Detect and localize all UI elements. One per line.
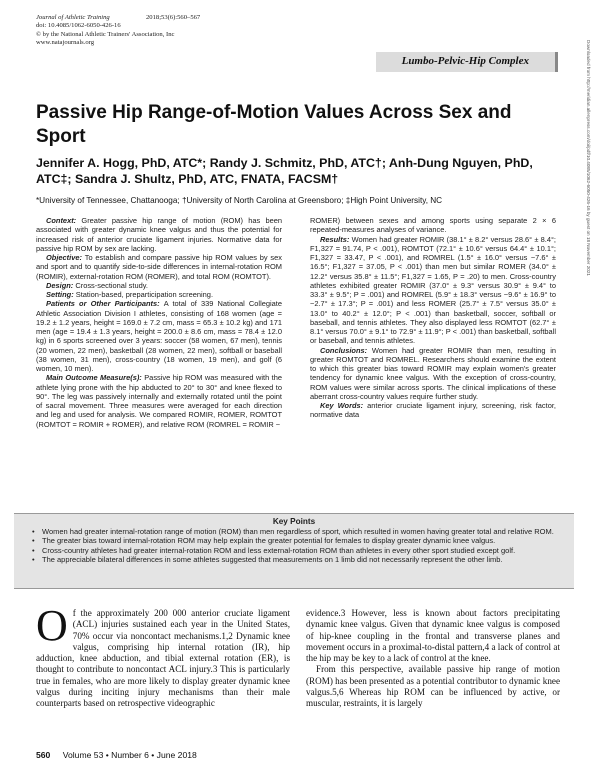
doi[interactable]: doi: 10.4085/1062-6050-426-16 (36, 22, 121, 30)
abstract-text: Station-based, preparticipation screening. (75, 290, 214, 299)
author-list: Jennifer A. Hogg, PhD, ATC*; Randy J. Schmitz, PhD, ATC†; Anh-Dung Nguyen, PhD, ATC‡; Sandra J. Shultz, PhD, ATC, FNATA, FACSM† (36, 156, 533, 186)
abstract-text: ROMER) between sexes and among sports using separate 2 × 6 repeated-measures analyses of variance. (310, 216, 556, 235)
abstract-paragraph (36, 290, 282, 299)
body-paragraph: f the approximately 200 000 anterior cruciate ligament (ACL) injuries sustained each year in the United States, 70% occur via noncontact mechanisms.1,2 Dynamic knee valgus, comprising hip internal rotation (IR), hip adduction, knee abduction, and tibial external rotation (ER), is thought to contribute to noncontact ACL injury.3 This is particularly true in females, who are more likely to display greater dynamic knee valgus during inciting injury mechanisms than their male counterparts based on retrospective videographic (36, 608, 290, 709)
abstract-right-column (310, 216, 556, 420)
section-banner (376, 52, 558, 72)
copyright: © by the National Athletic Trainers' Association, Inc (36, 30, 175, 38)
article-title: Passive Hip Range-of-Motion Values Across Sex and Sport (36, 102, 512, 147)
key-points-list (14, 527, 574, 565)
abstract-text: Cross-sectional study. (75, 280, 148, 290)
issue-info: Volume 53 • Number 6 • June 2018 (62, 750, 197, 760)
abstract-text: anterior cruciate ligament injury, screening, risk factor, normative data (310, 401, 556, 420)
journal-pages: 2018;53(6):560–567 (146, 14, 201, 21)
key-points-heading: Key Points (272, 517, 316, 526)
abstract-paragraph (310, 346, 556, 402)
abstract-text: To establish and compare passive hip ROM values by sex and sport and to quantify side-to-side differences in internal-rotation ROM (ROMIR), external-rotation ROM (ROMER), and total ROM (ROMTOT). (36, 253, 282, 281)
abstract-paragraph (310, 216, 556, 235)
abstract-text: Passive hip ROM was measured with the athlete lying prone with the hip abducted to 20° to 30° and knee flexed to 90°. The leg was passively internally and externally rotated until the point of sacral movement. Three measures were averaged for each direction and leg and used for analysis. We compared ROMIR, ROMER, ROMTOT (ROMTOT = ROMIR + ROMER), and relative ROM (ROMREL = ROMIR − (36, 373, 282, 429)
abstract-paragraph (310, 235, 556, 346)
abstract-paragraph (36, 281, 282, 290)
body-right-column (306, 608, 560, 710)
drop-cap: O (36, 601, 68, 650)
key-points-box (14, 513, 574, 589)
abstract-label: Objective: (46, 253, 85, 262)
abstract-text: Women had greater ROMIR (38.1° ± 8.2° versus 28.6° ± 8.4°; F1,327 = 91.74, P < .001), ROMTOT (72.1° ± 10.6° versus 64.4° ± 10.1°; F1,327 = 33.47, P < .001), and ROMREL (1.5° ± 16.0° versus −7.6° ± 16.5°; F1,327 = 37.05, P < .001) than men but similar ROMER (34.0° ± 12.2° versus 35.8° ± 11.5°; F1,327 = 1.65, P = .20) to men. Cross-country athletes exhibited greater ROMIR (37.0° ± 9.3° versus 30.9° ± 9.4° to 33.3° ± 9.5°; P = .001) and ROMREL (5.9° ± 18.3° versus −9.6° ± 16.9° to −2.7° ± 17.3°; P = .001) and less ROMER (25.7° ± 7.5° versus 35.0° ± 13.0° to 40.2° ± 12.0°; P < .001) than basketball, soccer, softball or baseball, and tennis athletes. They also displayed less ROMTOT (62.7° ± 8.1° versus 70.0° ± 9.1° to 72.9° ± 11.9°; P < .001) than basketball, softball or baseball, and tennis athletes. (310, 234, 556, 346)
key-point-item: • The greater bias toward internal-rotation ROM may help explain the greater potential for females to display greater dynamic knee valgus. (30, 536, 554, 545)
abstract-label: Key Words: (320, 401, 368, 410)
journal-header (36, 14, 201, 47)
key-point-item: • Cross-country athletes had greater internal-rotation ROM and less external-rotation ROM than athletes in every other sport studied except golf. (30, 546, 554, 555)
abstract-paragraph (310, 401, 556, 420)
body-left-column (36, 601, 290, 710)
download-note (583, 40, 591, 600)
abstract-label: Conclusions: (320, 345, 372, 355)
abstract-paragraph (36, 299, 282, 373)
page-footer (36, 750, 197, 760)
key-point-item: • Women had greater internal-rotation range of motion (ROM) than men regardless of sport, which resulted in women having greater total and relative ROM. (30, 527, 554, 536)
abstract-text: A total of 339 National Collegiate Athletic Association Division I athletes, consisting of 168 women (age = 19.2 ± 1.2 years, height = 169.0 ± 7.2 cm, mass = 65.3 ± 10.2 kg) and 171 men (age = 19.4 ± 1.3 years, height = 200.0 ± 8.6 cm, mass = 78.4 ± 12.0 kg) in 6 sports screened over 3 years: soccer (58 women, 67 men), tennis (20 women, 22 men), basketball (28 women, 22 men), softball or baseball (38 women, 31 men), cross-country (18 women, 19 men), and golf (6 women, 10 men). (36, 299, 282, 373)
abstract-paragraph (36, 373, 282, 429)
body-paragraph: evidence.3 However, less is known about factors precipitating dynamic knee valgus. Given that dynamic knee valgus is composed of hip-knee coupling in the frontal and transverse planes and movement occurs in a proximal-to-distal pattern,4 a lack of control at the hip may be key to a lack of control at the knee. (306, 608, 560, 664)
abstract-label: Context: (46, 216, 82, 225)
abstract-paragraph (36, 216, 282, 253)
abstract-label: Design: (46, 280, 76, 290)
abstract-label: Main Outcome Measure(s): (46, 373, 145, 383)
abstract-label: Setting: (46, 290, 76, 299)
abstract-label: Results: (320, 234, 352, 244)
body-paragraph: From this perspective, available passive hip range of motion (ROM) has been presented as a potential contributor to dynamic knee valgus.5,6 Whereas hip ROM can be influenced by active, or muscular, restraints, it is largely (306, 664, 560, 709)
abstract-label: Patients or Other Participants: (46, 299, 164, 309)
abstract-text: Greater passive hip range of motion (ROM) has been associated with greater dynamic knee valgus and thus the potential for increased risk of anterior cruciate ligament injuries. Normative data for passive hip ROM by sex are lacking. (36, 216, 283, 253)
page-number: 560 (36, 750, 51, 760)
key-point-item: • The appreciable bilateral differences in some athletes suggested that measurements on 1 limb did not necessarily represent the other limb. (30, 555, 554, 564)
journal-name: Journal of Athletic Training (36, 14, 110, 21)
abstract-paragraph (36, 253, 282, 281)
download-note-text: Downloaded from http://meridian.allenpress.com/doi/pdf/10.4085/1062-6050-426-16 by guest on 18 November 2021 (586, 40, 591, 276)
journal-url[interactable]: www.natajournals.org (36, 38, 95, 46)
affiliations: *University of Tennessee, Chattanooga; †University of North Carolina at Greensboro; ‡High Point University, NC (36, 196, 443, 205)
abstract-text: Women had greater ROMIR than men, resulting in greater ROMTOT and ROMREL. Researchers should examine the extent to which this greater bias toward ROMIR may explain women's greater tendency for dynamic knee valgus. With the exception of cross-country, ROM values were similar across sports. The clinical implications of these aberrant cross-country values require further study. (310, 345, 556, 401)
section-label: Lumbo-Pelvic-Hip Complex (401, 55, 529, 67)
abstract-left-column (36, 216, 282, 429)
